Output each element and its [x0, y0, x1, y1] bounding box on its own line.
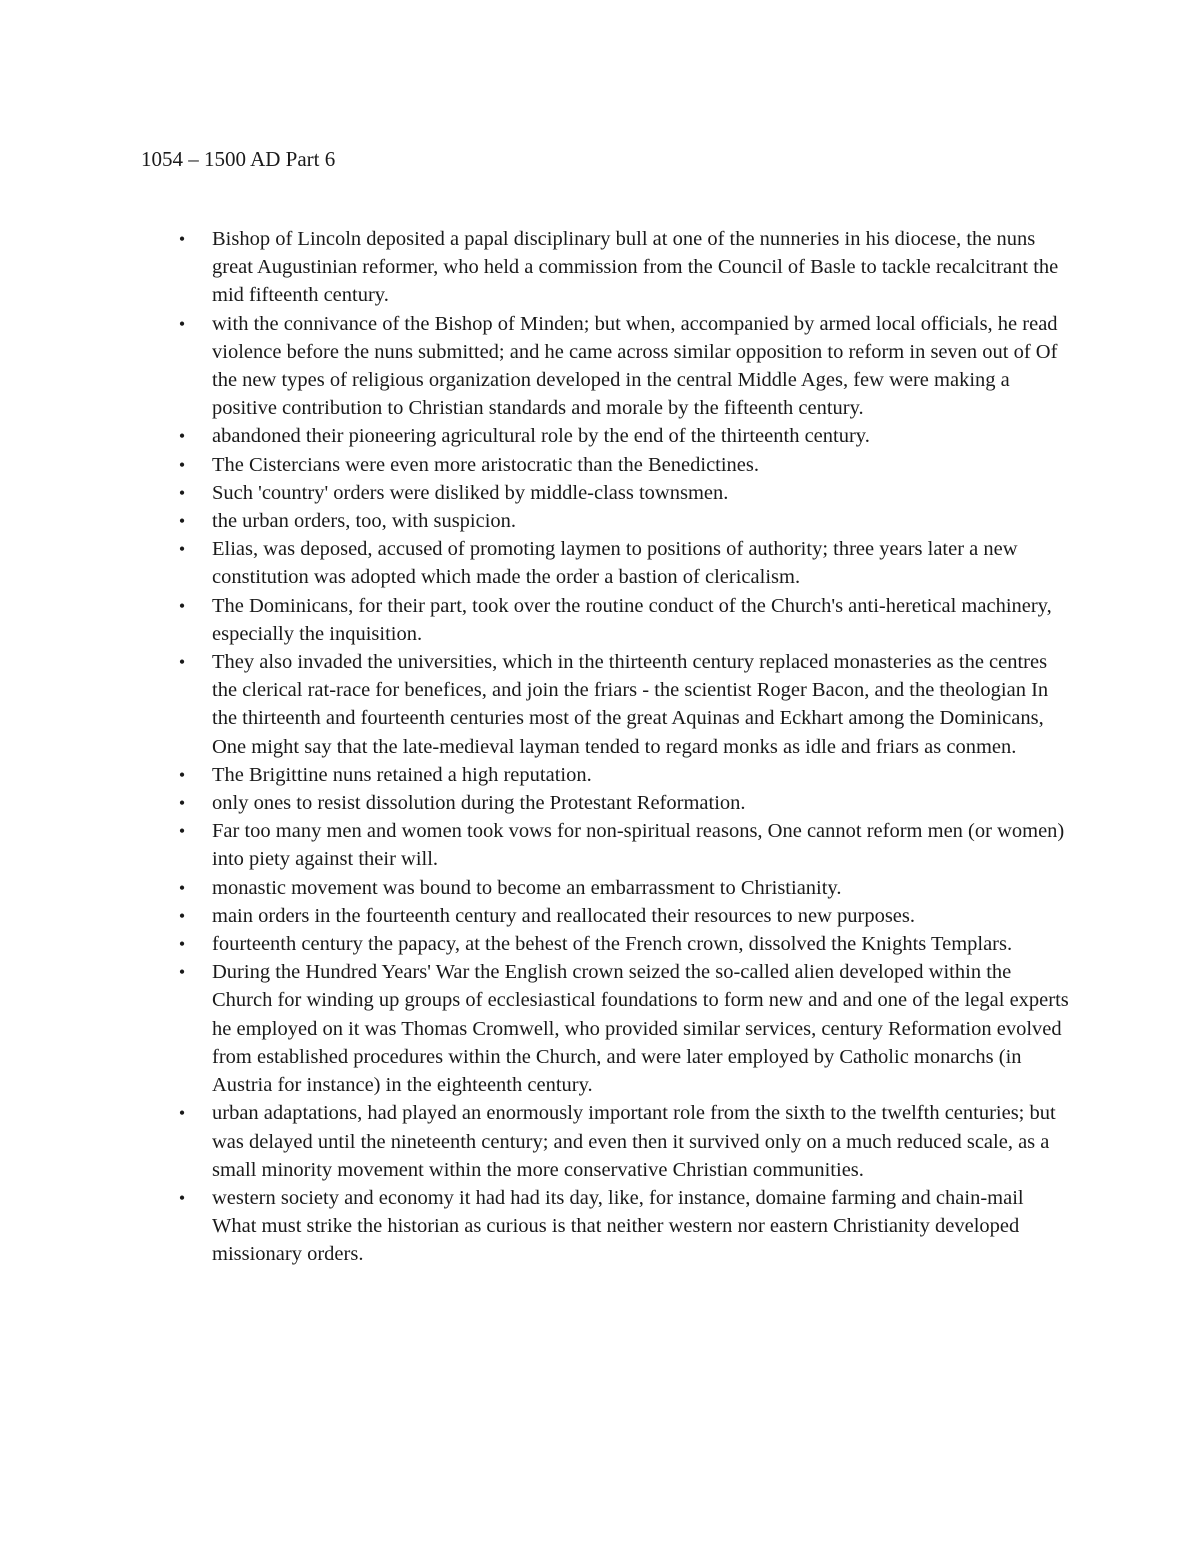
list-item-text: Far too many men and women took vows for non-spiritual reasons, One cannot reform men (or women) into piety against their will.	[212, 820, 1065, 871]
list-item-text: western society and economy it had had its day, like, for instance, domaine farming and chain-mail What must strike the historian as curious is that neither western nor eastern Christianity developed missionary orders.	[212, 1186, 1024, 1266]
list-item	[172, 817, 1072, 873]
page-title: 1054 – 1500 AD Part 6	[141, 147, 336, 171]
bullet-marker: •	[178, 426, 186, 447]
bullet-marker: •	[178, 539, 186, 560]
bullet-marker: •	[178, 595, 186, 616]
list-item	[172, 451, 1072, 479]
bullet-marker: •	[178, 1103, 186, 1124]
bullet-marker: •	[178, 905, 186, 926]
bullet-marker: •	[178, 764, 186, 785]
bullet-marker: •	[178, 1187, 186, 1208]
list-item	[172, 422, 1072, 450]
list-item	[172, 930, 1072, 958]
list-item	[172, 479, 1072, 507]
list-item	[172, 902, 1072, 930]
list-item-text: The Dominicans, for their part, took over the routine conduct of the Church's anti-heretical machinery, especially the inquisition.	[212, 594, 1052, 645]
list-item-text: Elias, was deposed, accused of promoting laymen to positions of authority; three years later a new constitution was adopted which made the order a bastion of clericalism.	[212, 538, 1018, 589]
bullet-marker: •	[178, 877, 186, 898]
bullet-list	[172, 225, 1072, 1269]
bullet-marker: •	[178, 934, 186, 955]
bullet-marker: •	[178, 454, 186, 475]
list-item-text: Bishop of Lincoln deposited a papal disciplinary bull at one of the nunneries in his diocese, the nuns great Augustinian reformer, who held a commission from the Council of Basle to tackle recalcitrant the mid fifteenth century.	[212, 228, 1059, 307]
list-item	[172, 761, 1072, 789]
list-item	[172, 225, 1072, 310]
list-item-text: fourteenth century the papacy, at the behest of the French crown, dissolved the Knights Templars.	[212, 933, 1013, 956]
list-item	[172, 592, 1072, 648]
list-item	[172, 648, 1072, 761]
bullet-marker: •	[178, 821, 186, 842]
list-item	[172, 789, 1072, 817]
list-item-text: only ones to resist dissolution during the Protestant Reformation.	[212, 792, 746, 815]
list-item	[172, 535, 1072, 591]
list-item-text: They also invaded the universities, which in the thirteenth century replaced monasteries as the centres the clerical rat-race for benefices, and join the friars - the scientist Roger Bacon, and the theologian In the thirteenth and fourteenth centuries most of the great Aquinas and Eckhart among the Dominicans, One might say that the late-medieval layman tended to regard monks as idle and friars as conmen.	[212, 651, 1049, 758]
list-item-text: Such 'country' orders were disliked by middle-class townsmen.	[212, 481, 729, 504]
list-item	[172, 1099, 1072, 1184]
list-item-text: abandoned their pioneering agricultural role by the end of the thirteenth century.	[212, 425, 870, 448]
list-item	[172, 507, 1072, 535]
list-item-text: monastic movement was bound to become an embarrassment to Christianity.	[212, 876, 842, 899]
list-item-text: The Cistercians were even more aristocratic than the Benedictines.	[212, 453, 760, 476]
bullet-marker: •	[178, 962, 186, 983]
list-item-text: main orders in the fourteenth century and reallocated their resources to new purposes.	[212, 904, 916, 927]
list-item	[172, 958, 1072, 1099]
list-item	[172, 1184, 1072, 1269]
list-item-text: the urban orders, too, with suspicion.	[212, 510, 517, 533]
bullet-marker: •	[178, 229, 186, 249]
bullet-marker: •	[178, 482, 186, 503]
list-item	[172, 874, 1072, 902]
list-item-text: During the Hundred Years' War the English crown seized the so-called alien developed within the Church for winding up groups of ecclesiastical foundations to form new and and one of the legal experts he employed on it was Thomas Cromwell, who provided similar services, century Reformation evolved from established procedures within the Church, and were later employed by Catholic monarchs (in Austria for instance) in the eighteenth century.	[212, 961, 1069, 1097]
bullet-marker: •	[178, 793, 186, 814]
list-item-text: The Brigittine nuns retained a high reputation.	[212, 763, 592, 786]
bullet-marker: •	[178, 511, 186, 532]
list-item-text: with the connivance of the Bishop of Minden; but when, accompanied by armed local officials, he read violence before the nuns submitted; and he came across similar opposition to reform in seven out of Of the new types of religious organization developed in the central Middle Ages, few were making a positive contribution to Christian standards and morale by the fifteenth century.	[212, 312, 1058, 420]
list-item	[172, 310, 1072, 423]
bullet-marker: •	[178, 652, 186, 673]
list-item-text: urban adaptations, had played an enormously important role from the sixth to the twelfth centuries; but was delayed until the nineteenth century; and even then it survived only on a much reduced scale, as a small minority movement within the more conservative Christian communities.	[212, 1102, 1056, 1181]
bullet-marker: •	[178, 313, 186, 334]
